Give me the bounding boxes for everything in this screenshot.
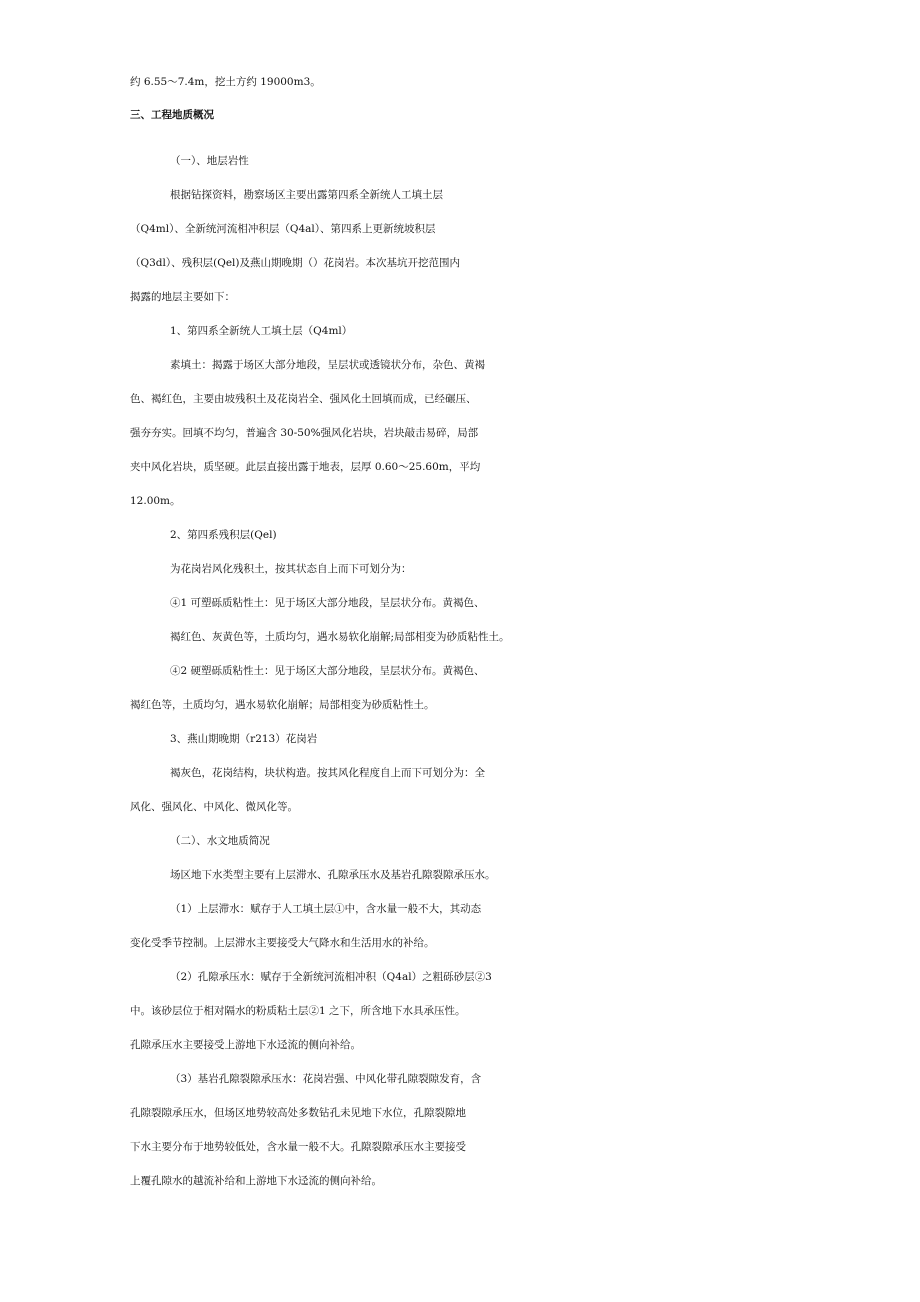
text-line: 揭露的地层主要如下： (130, 291, 235, 303)
text-line: （Q4ml）、全新统河流相冲积层（Q4al）、第四系上更新统坡积层 (130, 223, 436, 235)
text-line: 孔隙承压水主要接受上游地下水迳流的侧向补给。 (130, 1039, 361, 1051)
text-line: 场区地下水类型主要有上层滞水、孔隙承压水及基岩孔隙裂隙承压水。 (170, 869, 496, 881)
text-line: 根据钻探资料，勘察场区主要出露第四系全新统人工填土层 (170, 189, 443, 201)
text-line: 强夯夯实。回填不均匀，普遍含 30-50%强风化岩块，岩块敲击易碎，局部 (130, 427, 479, 439)
text-line: 风化、强风化、中风化、微风化等。 (130, 801, 298, 813)
text-line: （2）孔隙承压水：赋存于全新统河流相冲积（Q4al）之粗砾砂层②3 (170, 971, 492, 983)
subsection-heading: （一）、地层岩性 (170, 155, 249, 167)
text-line: 褐红色等，土质均匀，遇水易软化崩解；局部相变为砂质粘性土。 (130, 699, 435, 711)
text-line: 孔隙裂隙承压水，但场区地势较高处多数钻孔未见地下水位，孔隙裂隙地 (130, 1107, 466, 1119)
text-line: （3）基岩孔隙裂隙承压水：花岗岩强、中风化带孔隙裂隙发育，含 (170, 1073, 482, 1085)
text-line: （Q3dl）、残积层(Qel)及燕山期晚期（）花岗岩。本次基坑开挖范围内 (130, 257, 460, 269)
subsection-heading: （二）、水文地质简况 (170, 835, 270, 847)
text-line: ④1 可塑砾质粘性土：见于场区大部分地段，呈层状分布。黄褐色、 (170, 597, 485, 609)
text-line: 为花岗岩风化残积土，按其状态自上而下可划分为： (170, 563, 412, 575)
text-line: 约 6.55～7.4m，挖土方约 19000m3。 (130, 76, 321, 88)
text-line: 中。该砂层位于相对隔水的粉质粘土层②1 之下，所含地下水具承压性。 (130, 1005, 466, 1017)
section-heading: 三、工程地质概况 (130, 109, 214, 121)
text-line: 素填土：揭露于场区大部分地段，呈层状或透镜状分布，杂色、黄褐 (170, 359, 485, 371)
text-line: 上覆孔隙水的越流补给和上游地下水迳流的侧向补给。 (130, 1175, 382, 1187)
text-line: 下水主要分布于地势较低处，含水量一般不大。孔隙裂隙承压水主要接受 (130, 1141, 466, 1153)
text-line: 色、褐红色，主要由坡残积土及花岗岩全、强风化土回填而成，已经碾压、 (130, 393, 477, 405)
subsection-item: 3、燕山期晚期（r213）花岗岩 (170, 733, 318, 745)
text-line: 褐灰色，花岗结构，块状构造。按其风化程度自上而下可划分为：全 (170, 767, 485, 779)
text-line: 变化受季节控制。上层滞水主要接受大气降水和生活用水的补给。 (130, 937, 435, 949)
text-line: 夹中风化岩块，质坚硬。此层直接出露于地表，层厚 0.60～25.60m，平均 (130, 461, 481, 473)
text-line: 12.00m。 (130, 495, 181, 507)
subsection-item: 2、第四系残积层(Qel) (170, 529, 277, 541)
text-line: ④2 硬塑砾质粘性土：见于场区大部分地段，呈层状分布。黄褐色、 (170, 665, 485, 677)
text-line: （1）上层滞水：赋存于人工填土层①中，含水量一般不大，其动态 (170, 903, 482, 915)
subsection-item: 1、第四系全新统人工填土层（Q4ml） (170, 325, 353, 337)
text-line: 褐红色、灰黄色等，土质均匀，遇水易软化崩解;局部相变为砂质粘性土。 (170, 631, 510, 643)
